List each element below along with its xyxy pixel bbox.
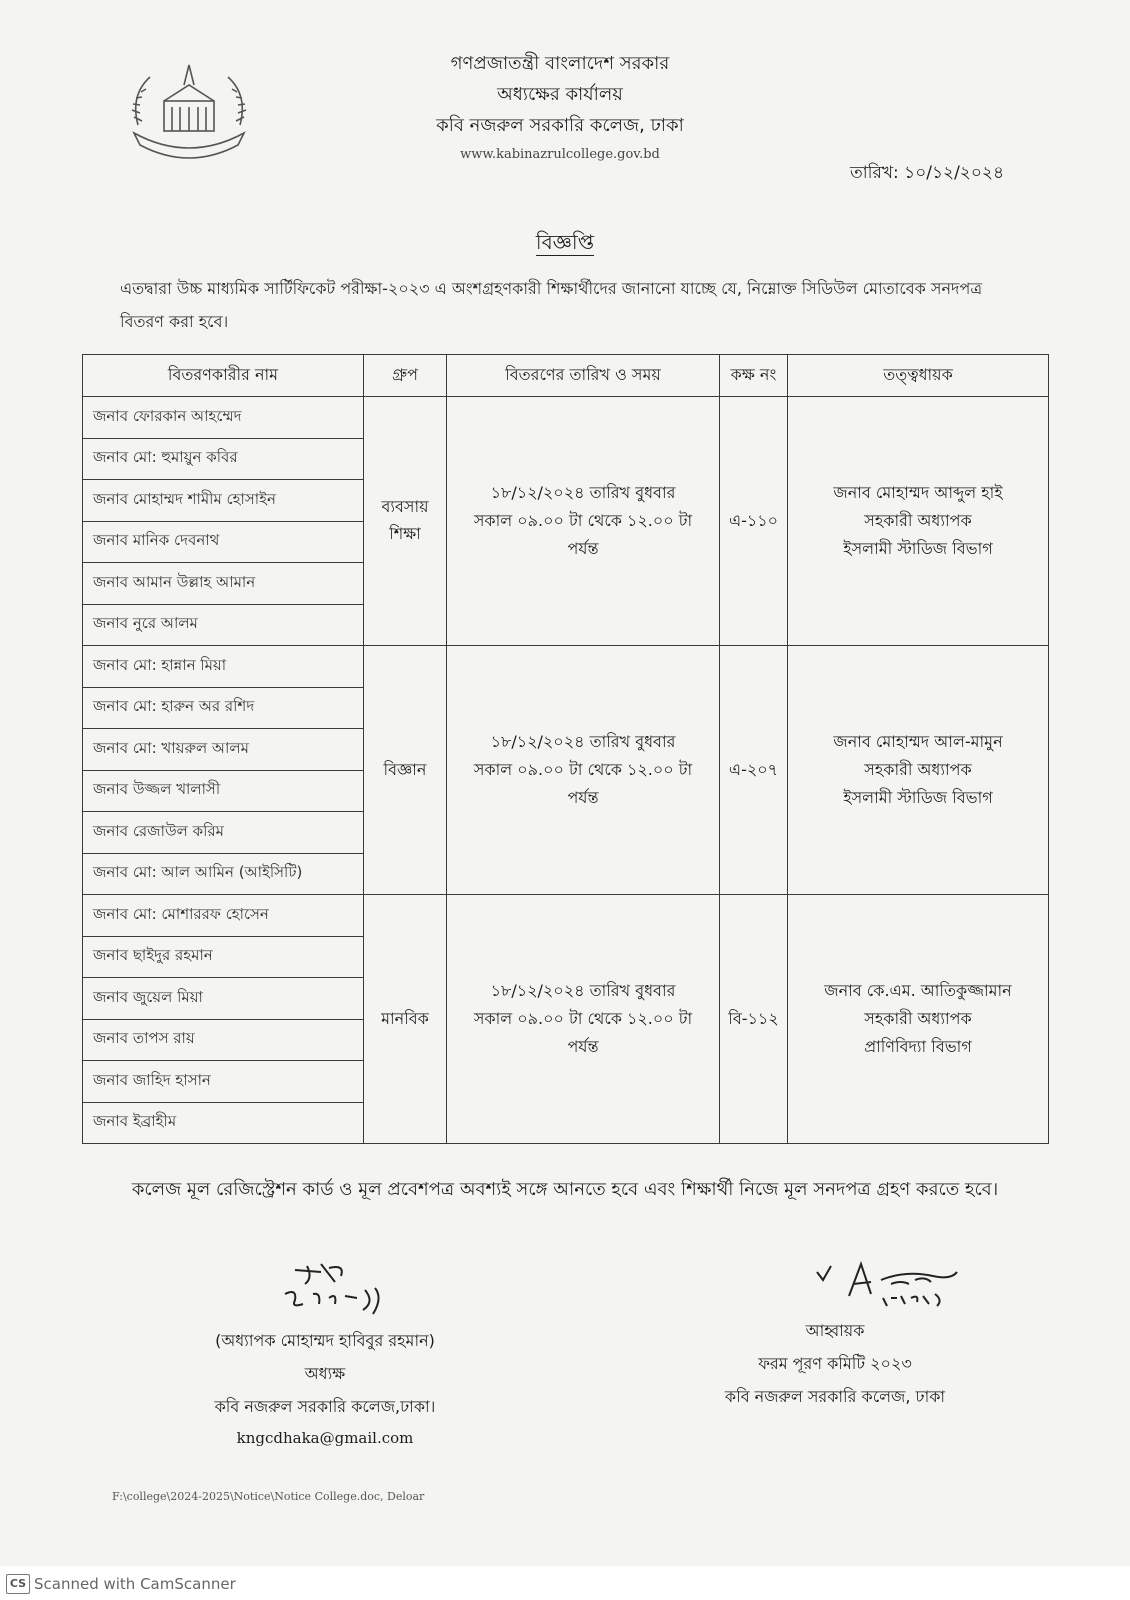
- supervisor-cell: [788, 895, 1049, 1144]
- principal-handwritten-signature: [225, 1258, 425, 1320]
- room-cell: বি-১১২: [720, 895, 788, 1144]
- header-supervisor: তত্ত্বধায়ক: [788, 355, 1049, 397]
- header-distributor-name: বিতরণকারীর নাম: [83, 355, 364, 397]
- supervisor-designation: সহকারী অধ্যাপক: [864, 1009, 972, 1028]
- table-row: [83, 397, 1049, 439]
- date-line: ১৮/১২/২০২৪ তারিখ বুধবার: [490, 483, 676, 502]
- convener-handwritten-signature: [705, 1254, 965, 1310]
- letterhead: [380, 48, 740, 169]
- time-until-line: পর্যন্ত: [567, 1037, 599, 1056]
- group-name-line: মানবিক: [381, 1008, 429, 1028]
- table-row: [83, 895, 1049, 937]
- time-line: সকাল ০৯.০০ টা থেকে ১২.০০ টা: [473, 1009, 693, 1028]
- header-room-no: কক্ষ নং: [720, 355, 788, 397]
- time-line: সকাল ০৯.০০ টা থেকে ১২.০০ টা: [473, 760, 693, 779]
- college-emblem-logo: [120, 55, 258, 165]
- distributor-name: জনাব মানিক দেবনাথ: [83, 521, 364, 563]
- distributor-name: জনাব ছাইদুর রহমান: [83, 936, 364, 978]
- date-line: ১৮/১২/২০২৪ তারিখ বুধবার: [490, 981, 676, 1000]
- date-time-cell: [447, 646, 720, 895]
- convener-institution: কবি নজরুল সরকারি কলেজ, ঢাকা: [724, 1387, 946, 1406]
- camscanner-watermark-bar: [0, 1566, 1130, 1600]
- supervisor-name: জনাব মোহাম্মদ আল-মামুন: [833, 732, 1003, 751]
- table-header-row: [83, 355, 1049, 397]
- supervisor-name: জনাব মোহাম্মদ আব্দুল হাই: [833, 483, 1003, 502]
- date-line: ১৮/১২/২০২৪ তারিখ বুধবার: [490, 732, 676, 751]
- principal-email: kngcdhaka@gmail.com: [236, 1429, 414, 1447]
- supervisor-department: ইসলামী স্টাডিজ বিভাগ: [843, 788, 993, 807]
- distributor-name: জনাব মো: হারুন অর রশিদ: [83, 687, 364, 729]
- convener-role: আহ্বায়ক: [805, 1321, 865, 1340]
- camscanner-watermark-text: Scanned with CamScanner: [34, 1575, 236, 1593]
- principal-institution: কবি নজরুল সরকারি কলেজ,ঢাকা।: [214, 1397, 436, 1416]
- group-name-line: বিজ্ঞান: [383, 759, 427, 779]
- date-time-cell: [447, 895, 720, 1144]
- time-line: সকাল ০৯.০০ টা থেকে ১২.০০ টা: [473, 511, 693, 530]
- distributor-name: জনাব ইব্রাহীম: [83, 1102, 364, 1144]
- notice-title: [0, 228, 1130, 261]
- distributor-name: জনাব নুরে আলম: [83, 604, 364, 646]
- notice-intro: এতদ্বারা উচ্চ মাধ্যমিক সার্টিফিকেট পরীক্ষা-২০২৩ এ অংশগ্রহণকারী শিক্ষার্থীদের জানানো যাচ্ছে যে, নিম্নোক্ত সিডিউল মোতাবেক সনদপত্র বিতরণ করা হবে।: [120, 279, 983, 331]
- time-until-line: পর্যন্ত: [567, 539, 599, 558]
- supervisor-cell: [788, 397, 1049, 646]
- convener-signature-block: [690, 1254, 980, 1413]
- date-time-cell: [447, 397, 720, 646]
- header-group: গ্রুপ: [364, 355, 447, 397]
- distributor-name: জনাব মো: খায়রুল আলম: [83, 729, 364, 771]
- distributor-name: জনাব আমান উল্লাহ আমান: [83, 563, 364, 605]
- table-row: [83, 646, 1049, 688]
- supervisor-cell: [788, 646, 1049, 895]
- college-name: কবি নজরুল সরকারি কলেজ, ঢাকা: [436, 115, 684, 136]
- distributor-name: জনাব জাহিদ হাসান: [83, 1061, 364, 1103]
- distributor-name: জনাব ফোরকান আহম্মেদ: [83, 397, 364, 439]
- distributor-name: জনাব মো: আল আমিন (আইসিটি): [83, 853, 364, 895]
- committee-name: ফরম পূরণ কমিটি ২০২৩: [758, 1354, 912, 1373]
- distributor-name: জনাব মো: মোশাররফ হোসেন: [83, 895, 364, 937]
- room-cell: এ-২০৭: [720, 646, 788, 895]
- government-name: গণপ্রজাতন্ত্রী বাংলাদেশ সরকার: [450, 53, 670, 74]
- office-name: অধ্যক্ষের কার্যালয়: [497, 84, 623, 105]
- principal-signature-block: [150, 1258, 500, 1453]
- camscanner-logo-icon: CS: [6, 1574, 30, 1594]
- distributor-name: জনাব তাপস রায়: [83, 1019, 364, 1061]
- group-name-line: ব্যবসায়: [381, 497, 429, 516]
- supervisor-department: ইসলামী স্টাডিজ বিভাগ: [843, 539, 993, 558]
- principal-name: (অধ্যাপক মোহাম্মদ হাবিবুর রহমান): [215, 1331, 435, 1350]
- distributor-name: জনাব মো: হুমায়ুন কবির: [83, 438, 364, 480]
- room-cell: এ-১১০: [720, 397, 788, 646]
- notice-title-text: বিজ্ঞপ্তি: [535, 230, 595, 254]
- group-cell: [364, 646, 447, 895]
- supervisor-designation: সহকারী অধ্যাপক: [864, 511, 972, 530]
- footer-instruction: কলেজ মূল রেজিস্ট্রেশন কার্ড ও মূল প্রবেশপত্র অবশ্যই সঙ্গে আনতে হবে এবং শিক্ষার্থী নিজে মূল সনদপত্র গ্রহণ করতে হবে।: [131, 1179, 999, 1200]
- college-website: www.kabinazrulcollege.gov.bd: [460, 147, 660, 162]
- group-cell: [364, 895, 447, 1144]
- file-path-footer: F:\college\2024-2025\Notice\Notice College.doc, Deloar: [112, 1490, 425, 1503]
- distributor-name: জনাব উজ্জল খালাসী: [83, 770, 364, 812]
- header-date-time: বিতরণের তারিখ ও সময়: [447, 355, 720, 397]
- supervisor-name: জনাব কে.এম. আতিকুজ্জামান: [824, 981, 1012, 1000]
- distributor-name: জনাব রেজাউল করিম: [83, 812, 364, 854]
- supervisor-designation: সহকারী অধ্যাপক: [864, 760, 972, 779]
- group-cell: [364, 397, 447, 646]
- distributor-name: জনাব মোহাম্মদ শামীম হোসাইন: [83, 480, 364, 522]
- principal-designation: অধ্যক্ষ: [304, 1364, 346, 1383]
- notice-date: তারিখ: ১০/১২/২০২৪: [849, 163, 1004, 183]
- time-until-line: পর্যন্ত: [567, 788, 599, 807]
- distributor-name: জনাব জুয়েল মিয়া: [83, 978, 364, 1020]
- group-name-line: শিক্ষা: [389, 524, 421, 543]
- distribution-schedule-table: [82, 354, 1049, 1144]
- distributor-name: জনাব মো: হান্নান মিয়া: [83, 646, 364, 688]
- supervisor-department: প্রাণিবিদ্যা বিভাগ: [864, 1037, 972, 1056]
